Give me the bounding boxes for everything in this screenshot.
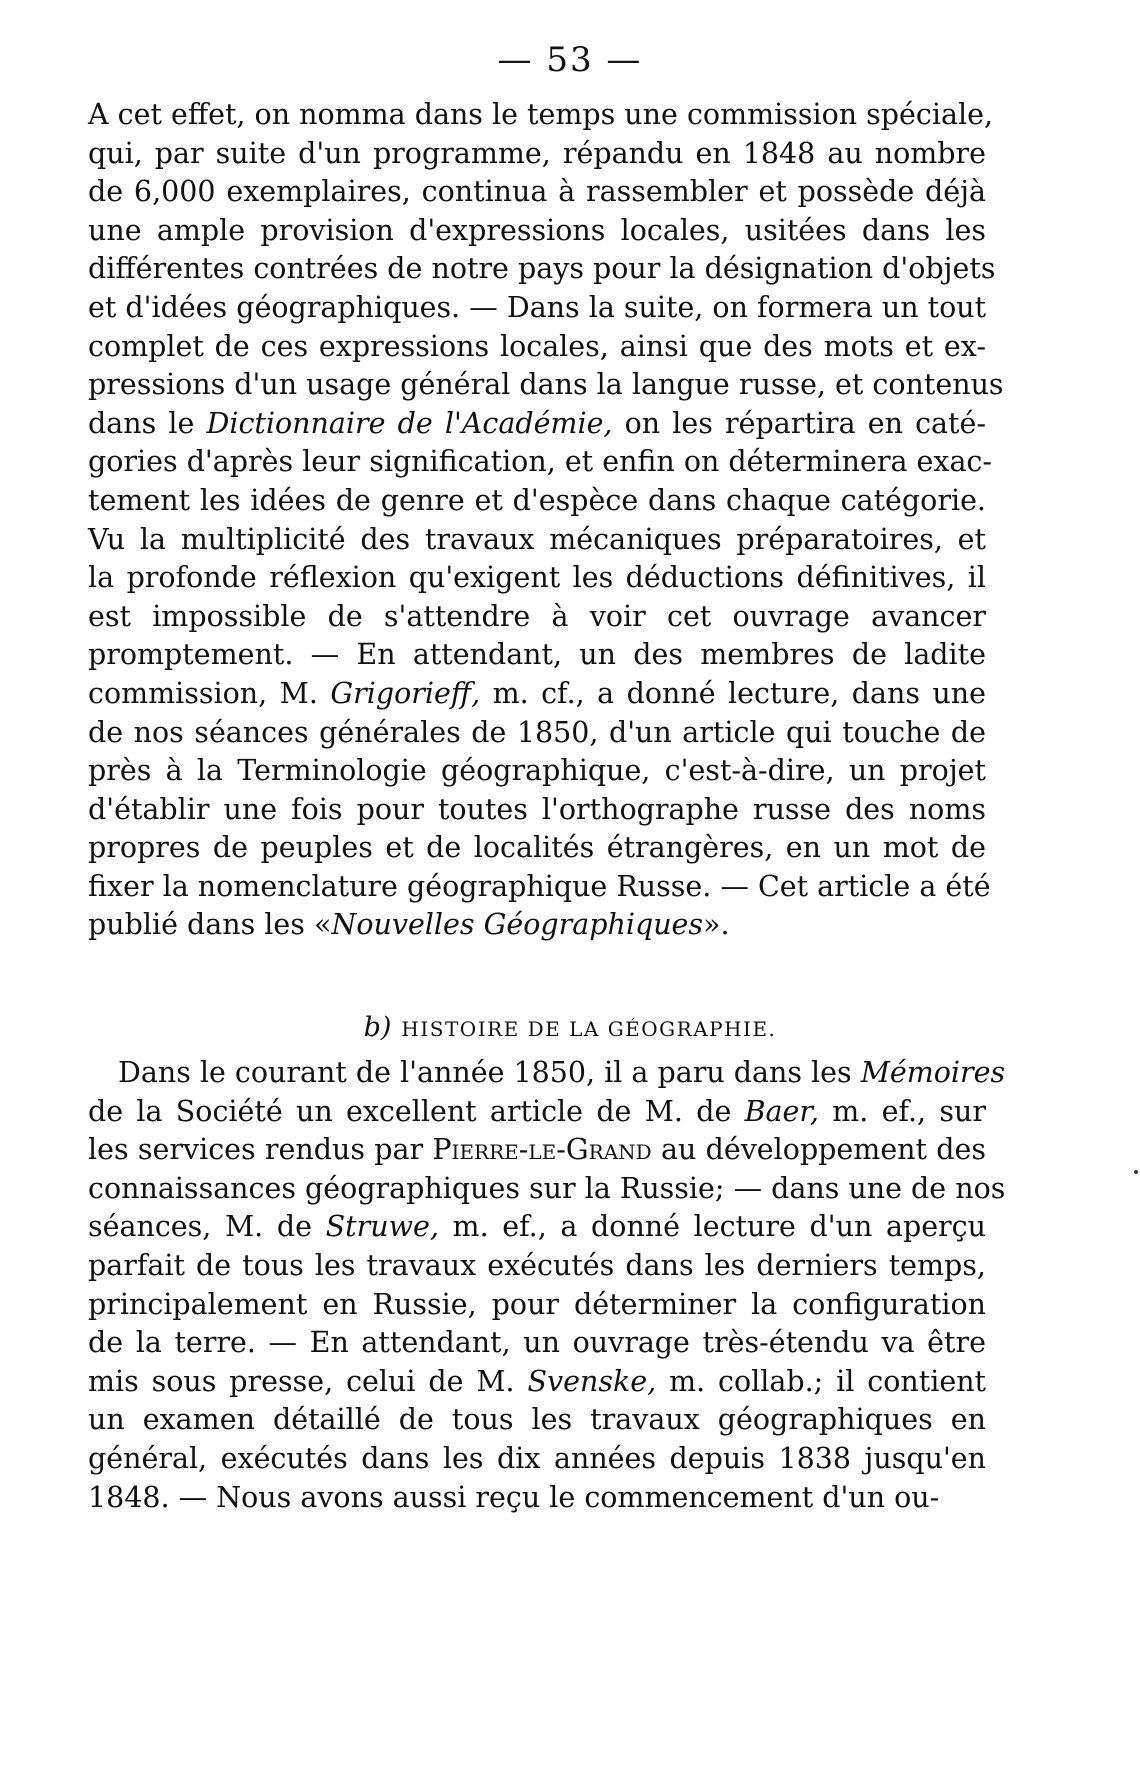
text-line: près à la Terminologie géographique, c'est-à-dire, un projet bbox=[88, 754, 986, 788]
text-run: on les répartira en caté- bbox=[612, 406, 986, 440]
text-line: de nos séances générales de 1850, d'un article qui touche de bbox=[88, 715, 986, 749]
text-run: ». bbox=[703, 908, 730, 942]
italic-text: Nouvelles Géographiques bbox=[331, 908, 704, 942]
small-caps-text: Pierre-le-Grand bbox=[432, 1133, 652, 1167]
text-line: et d'idées géographiques. — Dans la suite, on formera un tout bbox=[88, 290, 987, 324]
text-line: connaissances géographiques sur la Russie; — dans une de nos bbox=[88, 1171, 1006, 1205]
text-run: commission, M. bbox=[88, 676, 331, 710]
text-line: un examen détaillé de tous les travaux géographiques en bbox=[88, 1403, 986, 1437]
text-run: publié dans les « bbox=[88, 908, 332, 942]
text-line: tement les idées de genre et d'espèce dans chaque catégorie. bbox=[88, 483, 986, 517]
italic-text: Grigorieff, bbox=[330, 676, 481, 710]
text-run: de la Société un excellent article de M. de bbox=[88, 1094, 745, 1128]
print-speck bbox=[1134, 1170, 1138, 1174]
text-line: principalement en Russie, pour déterminer la configuration bbox=[88, 1287, 986, 1321]
text-line: d'établir une fois pour toutes l'orthographe russe des noms bbox=[88, 792, 986, 826]
text-line: complet de ces expressions locales, ainsi que des mots et ex- bbox=[88, 329, 986, 363]
text-line: Vu la multiplicité des travaux mécaniques préparatoires, et bbox=[88, 522, 986, 556]
text-line bbox=[88, 675, 986, 714]
text-line bbox=[88, 1093, 986, 1132]
text-run: les services rendus par bbox=[88, 1133, 433, 1167]
text-run: m. ef., a donné lecture d'un aperçu bbox=[438, 1210, 987, 1244]
text-line bbox=[88, 1054, 1006, 1093]
text-run: m. collab.; il contient bbox=[656, 1364, 986, 1398]
italic-text: Svenske, bbox=[527, 1364, 657, 1398]
text-line: parfait de tous les travaux exécutés dans les derniers temps, bbox=[88, 1248, 986, 1282]
text-line bbox=[88, 405, 986, 444]
text-line: différentes contrées de notre pays pour la désignation d'objets bbox=[88, 252, 996, 286]
text-line: général, exécutés dans les dix années depuis 1838 jusqu'en bbox=[88, 1441, 986, 1475]
italic-text: Struwe, bbox=[325, 1210, 439, 1244]
text-run: au développement des bbox=[651, 1133, 986, 1167]
italic-text: Mémoires bbox=[860, 1056, 1006, 1089]
section-heading bbox=[0, 1012, 1140, 1043]
italic-text: Baer, bbox=[744, 1094, 819, 1128]
text-run: mis sous presse, celui de M. bbox=[88, 1364, 528, 1398]
page-number: — 53 — bbox=[497, 40, 643, 80]
text-line: pressions d'un usage général dans la langue russe, et contenus bbox=[88, 368, 1004, 402]
text-line: propres de peuples et de localités étrangères, en un mot de bbox=[88, 831, 986, 865]
text-line: A cet effet, on nomma dans le temps une commission spéciale, bbox=[88, 98, 994, 131]
text-line: est impossible de s'attendre à voir cet ouvrage avancer bbox=[88, 599, 986, 633]
section-letter: b) bbox=[363, 1012, 392, 1043]
text-run: séances, M. de bbox=[88, 1210, 326, 1244]
text-line: gories d'après leur signification, et enfin on déterminera exac- bbox=[88, 445, 993, 479]
section-title: HISTOIRE DE LA GÉOGRAPHIE. bbox=[401, 1017, 777, 1041]
text-line: qui, par suite d'un programme, répandu en 1848 au nombre bbox=[88, 136, 986, 170]
text-line bbox=[88, 1363, 986, 1402]
text-line: la profonde réflexion qu'exigent les déductions définitives, il bbox=[88, 561, 986, 595]
paragraph-history bbox=[88, 1054, 1006, 1517]
text-line: de 6,000 exemplaires, continua à rassembler et possède déjà bbox=[88, 175, 986, 209]
italic-text: Dictionnaire de l'Académie, bbox=[206, 406, 613, 440]
text-line bbox=[88, 1208, 986, 1247]
text-line bbox=[88, 1131, 986, 1170]
text-line: 1848. — Nous avons aussi reçu le commencement d'un ou- bbox=[88, 1480, 940, 1514]
text-run: m. ef., sur bbox=[818, 1094, 986, 1128]
text-run: Dans le courant de l'année 1850, il a paru dans les bbox=[118, 1056, 861, 1089]
text-line bbox=[88, 906, 986, 945]
text-line: une ample provision d'expressions locales, usitées dans les bbox=[88, 213, 986, 247]
text-line: fixer la nomenclature géographique Russe. — Cet article a été bbox=[88, 869, 991, 903]
paragraph-terminology bbox=[88, 96, 1004, 945]
text-run: m. cf., a donné lecture, dans une bbox=[480, 676, 986, 710]
text-run: dans le bbox=[88, 406, 207, 440]
text-line: de la terre. — En attendant, un ouvrage très-étendu va être bbox=[88, 1326, 986, 1360]
text-line: promptement. — En attendant, un des membres de ladite bbox=[88, 638, 986, 672]
